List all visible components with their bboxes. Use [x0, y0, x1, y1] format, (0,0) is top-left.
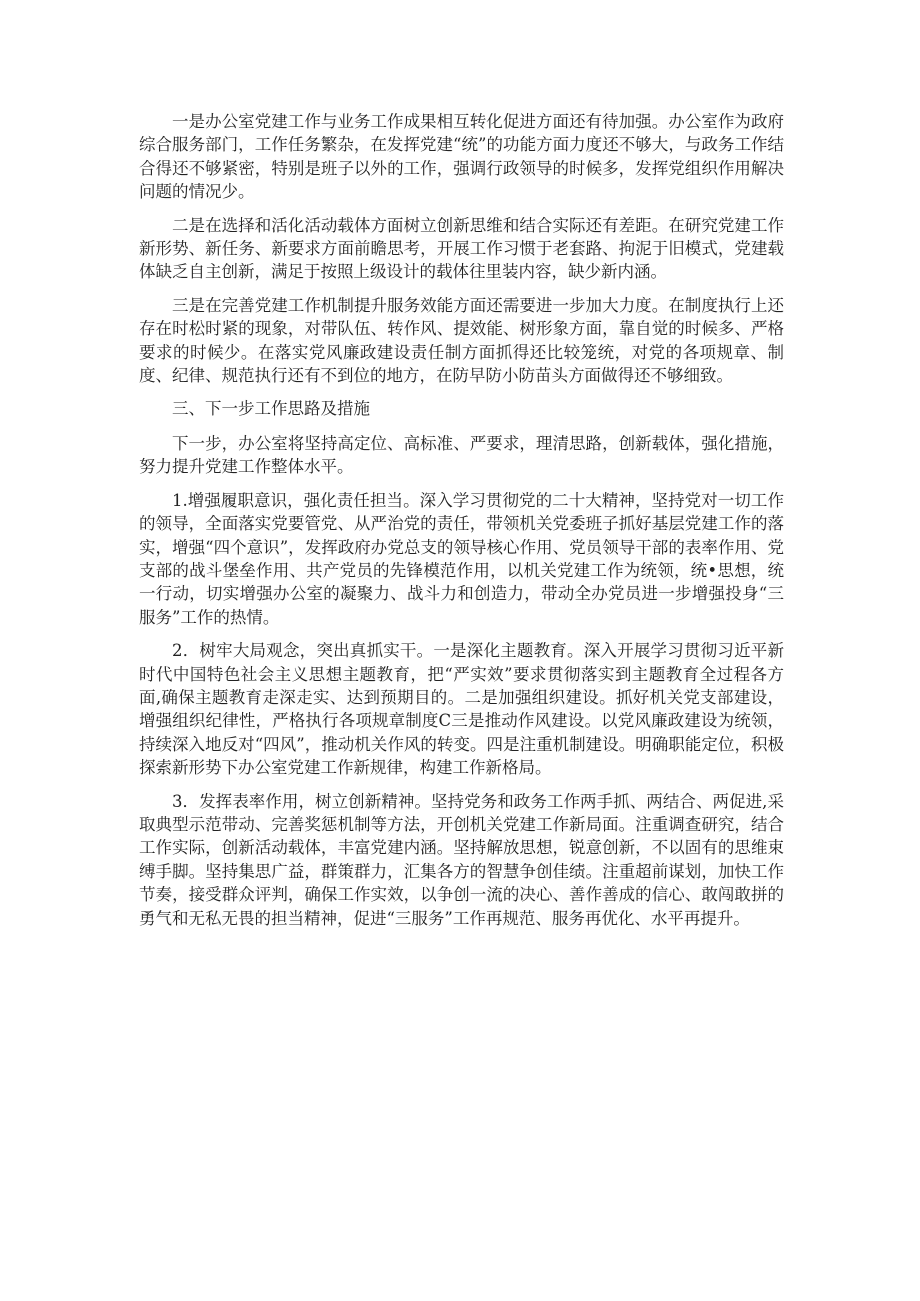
paragraph-problem-3: 三是在完善党建工作机制提升服务效能方面还需要进一步加大力度。在制度执行上还存在时松时紧的现象，对带队伍、转作风、提效能、树形象方面，靠自觉的时候多、严格要求的时候少。在落实党风廉政建设责任制方面抓得还比较笼统，对党的各项规章、制度、纪律、规范执行还有不到位的地方，在防早防小防苗头方面做得还不够细致。 [139, 295, 784, 386]
paragraph-problem-2: 二是在选择和活化活动载体方面树立创新思维和结合实际还有差距。在研究党建工作新形势、新任务、新要求方面前瞻思考，开展工作习惯于老套路、拘泥于旧模式，党建载体缺乏自主创新，满足于按照上级设计的载体往里装内容，缺少新内涵。 [139, 215, 784, 282]
section-heading: 三、下一步工作思路及措施 [172, 399, 370, 419]
paragraph-intro: 下一步，办公室将坚持高定位、高标准、严要求，理清思路，创新载体，强化措施，努力提升党建工作整体水平。 [139, 433, 784, 477]
paragraph-measure-3: 3．发挥表率作用，树立创新精神。坚持党务和政务工作两手抓、两结合、两促进,采取典型示范带动、完善奖惩机制等方法，开创机关党建工作新局面。注重调查研究，结合工作实际，创新活动载体，丰富党建内涵。坚持解放思想，锐意创新，不以固有的思维束缚手脚。坚持集思广益，群策群力，汇集各方的智慧争创佳绩。注重超前谋划，加快工作节奏，接受群众评判，确保工作实效，以争创一流的决心、善作善成的信心、敢闯敢拼的勇气和无私无畏的担当精神，促进“三服务”工作再规范、服务再优化、水平再提升。 [139, 791, 784, 928]
document-body [139, 110, 784, 940]
paragraph-measure-1: 1.增强履职意识，强化责任担当。深入学习贯彻党的二十大精神，坚持党对一切工作的领导，全面落实党要管党、从严治党的责任，带领机关党委班子抓好基层党建工作的落实，增强“四个意识”，发挥政府办党总支的领导核心作用、党员领导干部的表率作用、党支部的战斗堡垒作用、共产党员的先锋模范作用，以机关党建工作为统领，统•思想，统一行动，切实增强办公室的凝聚力、战斗力和创造力，带动全办党员进一步增强投身“三服务”工作的热情。 [139, 490, 784, 627]
paragraph-problem-1: 一是办公室党建工作与业务工作成果相互转化促进方面还有待加强。办公室作为政府综合服务部门，工作任务繁杂，在发挥党建“统”的功能方面力度还不够大，与政务工作结合得还不够紧密，特别是班子以外的工作，强调行政领导的时候多，发挥党组织作用解决问题的情况少。 [139, 112, 784, 202]
paragraph-measure-2: 2．树牢大局观念，突出真抓实干。一是深化主题教育。深入开展学习贯彻习近平新时代中国特色社会主义思想主题教育，把“严实效”要求贯彻落实到主题教育全过程各方面,确保主题教育走深走实、达到预期目的。二是加强组织建设。抓好机关党支部建设，增强组织纪律性，严格执行各项规章制度C三是推动作风建设。以党风廉政建设为统领，持续深入地反对“四风”，推动机关作风的转变。四是注重机制建设。明确职能定位，积极探索新形势下办公室党建工作新规律，构建工作新格局。 [139, 641, 784, 778]
